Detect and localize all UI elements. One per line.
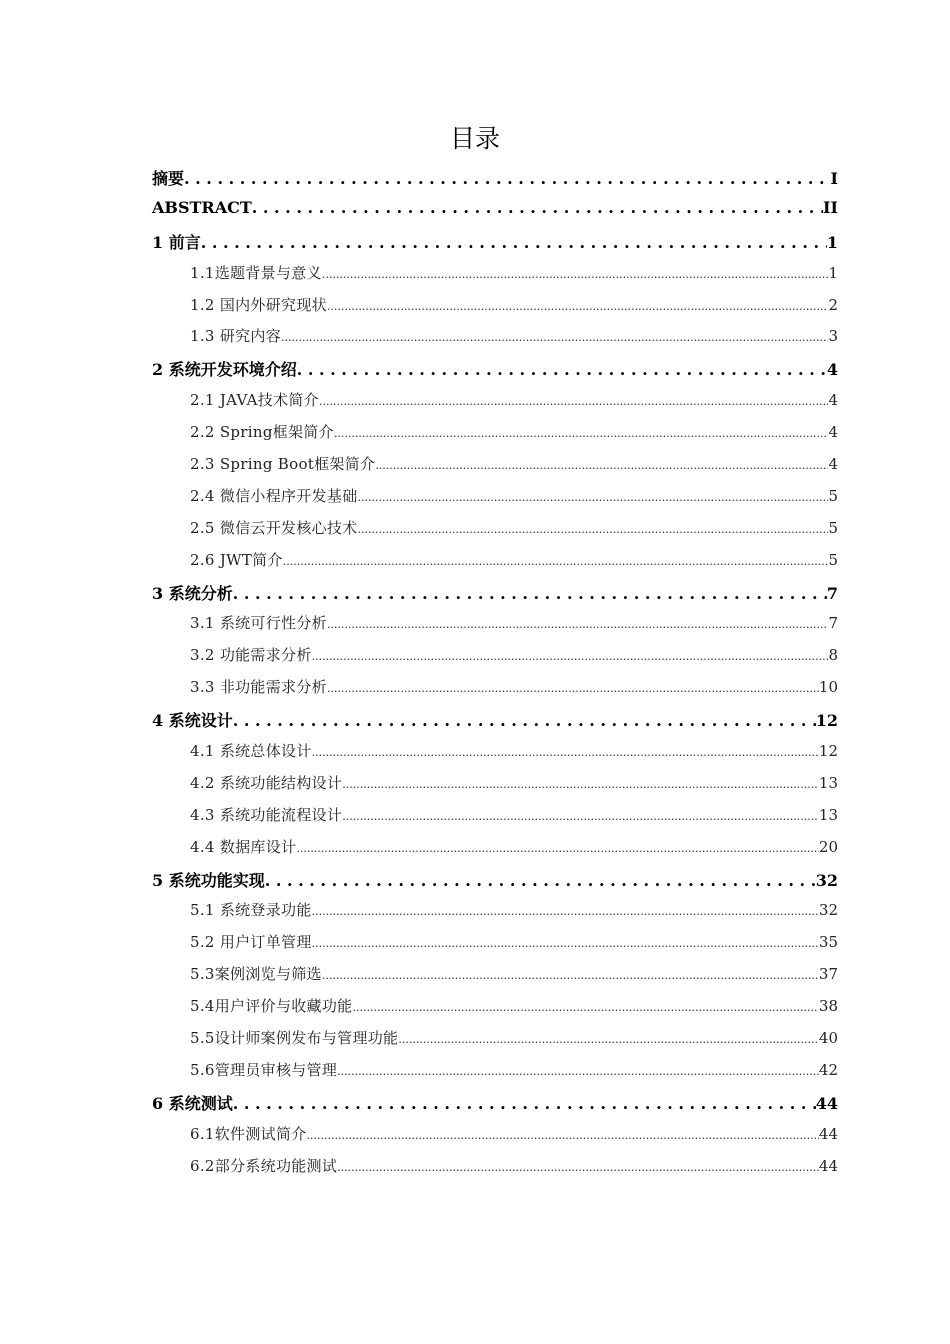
- toc-chapter-entry[interactable]: [152, 357, 838, 389]
- toc-dot-leader: [265, 871, 816, 890]
- toc-page-number: 44: [815, 1093, 838, 1113]
- toc-entry-label: 4 系统设计: [152, 711, 233, 731]
- toc-entry-label: 2.1 JAVA技术简介: [190, 391, 319, 410]
- toc-dot-leader: [184, 169, 831, 188]
- toc-dot-leader: [296, 838, 819, 856]
- toc-entry-label: 3 系统分析: [152, 583, 233, 603]
- toc-page-number: 8: [828, 646, 838, 665]
- toc-section-entry[interactable]: [152, 740, 838, 772]
- toc-section-entry[interactable]: [152, 1027, 838, 1059]
- toc-entry-label: 1 前言: [152, 232, 201, 252]
- toc-entry-label: ABSTRACT: [152, 197, 252, 217]
- toc-entry-label: 5.6管理员审核与管理: [190, 1060, 338, 1079]
- toc-section-entry[interactable]: [152, 1059, 838, 1091]
- toc-dot-leader: [297, 360, 827, 379]
- toc-section-entry[interactable]: [152, 485, 838, 517]
- toc-chapter-entry[interactable]: [152, 166, 838, 198]
- toc-entry-label: 2.2 Spring框架简介: [190, 423, 334, 442]
- toc-dot-leader: [337, 1157, 819, 1175]
- toc-dot-leader: [322, 965, 819, 983]
- toc-page-number: 32: [818, 901, 838, 920]
- toc-section-entry[interactable]: [152, 549, 838, 581]
- toc-section-entry[interactable]: [152, 1155, 838, 1187]
- toc-dot-leader: [312, 646, 829, 664]
- toc-entry-label: 6.1软件测试简介: [190, 1124, 307, 1143]
- toc-page-number: I: [830, 169, 838, 188]
- toc-page-number: 42: [818, 1060, 838, 1079]
- toc-section-entry[interactable]: [152, 262, 838, 294]
- toc-dot-leader: [283, 551, 829, 569]
- toc-entry-label: 3.3 非功能需求分析: [190, 678, 327, 697]
- toc-entry-label: 5.5设计师案例发布与管理功能: [190, 1029, 399, 1048]
- toc-page-number: 5: [828, 518, 838, 537]
- toc-page-number: 4: [828, 423, 838, 442]
- toc-entry-label: 6.2部分系统功能测试: [190, 1156, 338, 1175]
- toc-chapter-entry[interactable]: [152, 198, 838, 230]
- toc-dot-leader: [233, 584, 827, 603]
- toc-dot-leader: [334, 423, 829, 441]
- toc-dot-leader: [312, 901, 819, 919]
- toc-entry-label: 6 系统测试: [152, 1093, 233, 1113]
- toc-section-entry[interactable]: [152, 963, 838, 995]
- toc-section-entry[interactable]: [152, 421, 838, 453]
- toc-page-number: 32: [815, 870, 838, 890]
- toc-section-entry[interactable]: [152, 517, 838, 549]
- toc-page-number: 5: [828, 486, 838, 505]
- toc-dot-leader: [337, 1061, 819, 1079]
- toc-page-number: II: [823, 197, 838, 217]
- toc-entry-label: 2.3 Spring Boot框架简介: [190, 455, 376, 474]
- toc-section-entry[interactable]: [152, 676, 838, 708]
- toc-chapter-entry[interactable]: [152, 1091, 838, 1123]
- toc-dot-leader: [201, 233, 827, 252]
- toc-page-number: 12: [818, 742, 838, 761]
- toc-page-number: 1: [826, 232, 838, 252]
- toc-section-entry[interactable]: [152, 931, 838, 963]
- toc-dot-leader: [358, 487, 829, 505]
- toc-dot-leader: [233, 711, 816, 730]
- toc-dot-leader: [342, 806, 819, 824]
- toc-page-number: 4: [828, 455, 838, 474]
- toc-section-entry[interactable]: [152, 772, 838, 804]
- toc-dot-leader: [342, 774, 819, 792]
- toc-entry-label: 2.5 微信云开发核心技术: [190, 518, 358, 537]
- toc-title: 目录: [449, 124, 500, 153]
- toc-page-number: 37: [818, 965, 838, 984]
- toc-entry-label: 2.4 微信小程序开发基础: [190, 486, 358, 505]
- toc-page-number: 44: [818, 1124, 838, 1143]
- toc-dot-leader: [252, 198, 823, 217]
- toc-entry-label: 4.3 系统功能流程设计: [190, 805, 343, 824]
- toc-entry-label: 5.1 系统登录功能: [190, 901, 312, 920]
- toc-section-entry[interactable]: [152, 836, 838, 868]
- toc-dot-leader: [327, 296, 829, 314]
- toc-dot-leader: [375, 455, 828, 473]
- toc-section-entry[interactable]: [152, 294, 838, 326]
- toc-entry-label: 4.2 系统功能结构设计: [190, 773, 343, 792]
- toc-dot-leader: [327, 678, 819, 696]
- toc-page-number: 12: [815, 711, 838, 731]
- toc-page-number: 44: [818, 1156, 838, 1175]
- toc-dot-leader: [312, 933, 819, 951]
- toc-entry-label: 1.3 研究内容: [190, 327, 282, 346]
- toc-section-entry[interactable]: [152, 1123, 838, 1155]
- toc-page-number: 1: [828, 263, 838, 282]
- toc-chapter-entry[interactable]: [152, 868, 838, 900]
- toc-page-number: 7: [826, 583, 838, 603]
- toc-section-entry[interactable]: [152, 995, 838, 1027]
- toc-entry-label: 5.3案例浏览与筛选: [190, 965, 322, 984]
- toc-page-number: 40: [818, 1029, 838, 1048]
- toc-page-number: 13: [818, 773, 838, 792]
- toc-entry-label: 摘要: [152, 169, 185, 188]
- toc-chapter-entry[interactable]: [152, 581, 838, 613]
- toc-dot-leader: [322, 264, 829, 282]
- toc-page-number: 4: [826, 360, 838, 380]
- toc-section-entry[interactable]: [152, 325, 838, 357]
- toc-entry-label: 5.4用户评价与收藏功能: [190, 997, 353, 1016]
- toc-dot-leader: [327, 614, 829, 632]
- toc-section-entry[interactable]: [152, 804, 838, 836]
- toc-section-entry[interactable]: [152, 644, 838, 676]
- toc-entry-label: 2.6 JWT简介: [190, 550, 283, 569]
- toc-page-number: 13: [818, 805, 838, 824]
- toc-dot-leader: [312, 742, 819, 760]
- toc-dot-leader: [352, 997, 818, 1015]
- toc-chapter-entry[interactable]: [152, 230, 838, 262]
- toc-chapter-entry[interactable]: [152, 708, 838, 740]
- toc-entry-label: 1.2 国内外研究现状: [190, 295, 327, 314]
- toc-entry-label: 5.2 用户订单管理: [190, 933, 312, 952]
- toc-entry-label: 1.1选题背景与意义: [190, 263, 322, 282]
- toc-page-number: 20: [818, 837, 838, 856]
- toc-dot-leader: [281, 327, 828, 345]
- toc-page-number: 5: [828, 550, 838, 569]
- toc-page-number: 3: [828, 327, 838, 346]
- toc-entry-label: 3.1 系统可行性分析: [190, 614, 327, 633]
- toc-page-number: 4: [828, 391, 838, 410]
- toc-dot-leader: [398, 1029, 819, 1047]
- toc-section-entry[interactable]: [152, 899, 838, 931]
- toc-section-entry[interactable]: [152, 612, 838, 644]
- toc-section-entry[interactable]: [152, 389, 838, 421]
- toc-page-number: 35: [818, 933, 838, 952]
- toc-entry-label: 2 系统开发环境介绍: [152, 360, 297, 380]
- toc-page-number: 10: [818, 678, 838, 697]
- toc-page-number: 2: [828, 295, 838, 314]
- toc-dot-leader: [358, 519, 829, 537]
- toc-entry-label: 3.2 功能需求分析: [190, 646, 312, 665]
- toc-dot-leader: [319, 391, 828, 409]
- toc-dot-leader: [307, 1125, 819, 1143]
- toc-section-entry[interactable]: [152, 453, 838, 485]
- toc-entry-label: 4.1 系统总体设计: [190, 742, 312, 761]
- toc-page-number: 38: [818, 997, 838, 1016]
- toc-page-number: 7: [828, 614, 838, 633]
- toc-entry-label: 4.4 数据库设计: [190, 837, 297, 856]
- toc-entry-label: 5 系统功能实现: [152, 870, 265, 890]
- table-of-contents: [152, 166, 838, 1187]
- toc-dot-leader: [233, 1094, 816, 1113]
